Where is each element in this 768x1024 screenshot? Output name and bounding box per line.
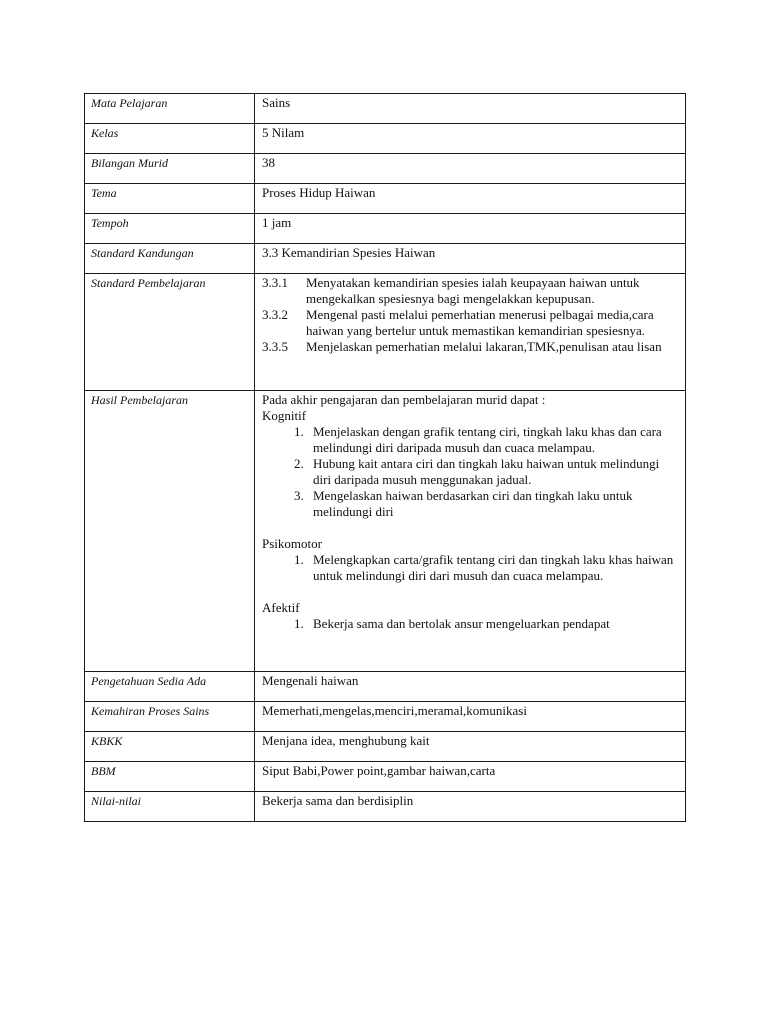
kognitif-list — [262, 424, 679, 520]
row-bilangan-murid — [85, 154, 686, 184]
label-standard-kandungan: Standard Kandungan — [85, 244, 255, 274]
row-tema — [85, 184, 686, 214]
standard-code: 3.3.5 — [262, 339, 288, 354]
value-standard-kandungan: 3.3 Kemandirian Spesies Haiwan — [255, 244, 686, 274]
spacer — [262, 584, 679, 600]
list-item: 1. Bekerja sama dan bertolak ansur mengeluarkan pendapat — [307, 616, 679, 632]
list-item: 1. Menjelaskan dengan grafik tentang ciri, tingkah laku khas dan cara melindungi diri daripada musuh dan cuaca melampau. — [307, 424, 679, 456]
value-tempoh: 1 jam — [255, 214, 686, 244]
value-hasil-pembelajaran — [255, 391, 686, 672]
label-kemahiran-proses-sains: Kemahiran Proses Sains — [85, 702, 255, 732]
kognitif-title: Kognitif — [262, 408, 307, 423]
row-kbkk — [85, 732, 686, 762]
label-kelas: Kelas — [85, 124, 255, 154]
row-nilai-nilai — [85, 792, 686, 822]
standard-code: 3.3.1 — [262, 275, 288, 290]
standard-item — [262, 307, 679, 339]
value-nilai-nilai: Bekerja sama dan berdisiplin — [255, 792, 686, 822]
label-mata-pelajaran: Mata Pelajaran — [85, 94, 255, 124]
list-item: 3. Mengelaskan haiwan berdasarkan ciri dan tingkah laku untuk melindungi diri — [307, 488, 679, 520]
label-hasil-pembelajaran: Hasil Pembelajaran — [85, 391, 255, 672]
value-standard-pembelajaran — [255, 274, 686, 391]
label-tempoh: Tempoh — [85, 214, 255, 244]
row-kemahiran-proses-sains — [85, 702, 686, 732]
row-mata-pelajaran — [85, 94, 686, 124]
row-pengetahuan-sedia-ada — [85, 672, 686, 702]
label-kbkk: KBKK — [85, 732, 255, 762]
list-item: 1. Melengkapkan carta/grafik tentang ciri dan tingkah laku khas haiwan untuk melindungi diri dari musuh dan cuaca melampau. — [307, 552, 679, 584]
row-kelas — [85, 124, 686, 154]
list-item: 2. Hubung kait antara ciri dan tingkah laku haiwan untuk melindungi diri daripada musuh menggunakan jadual. — [307, 456, 679, 488]
value-tema: Proses Hidup Haiwan — [255, 184, 686, 214]
label-standard-pembelajaran: Standard Pembelajaran — [85, 274, 255, 391]
psikomotor-title: Psikomotor — [262, 536, 322, 551]
label-nilai-nilai: Nilai-nilai — [85, 792, 255, 822]
lesson-plan-table — [84, 93, 686, 822]
afektif-list — [262, 616, 679, 632]
row-standard-kandungan — [85, 244, 686, 274]
standard-item — [262, 275, 679, 307]
row-bbm — [85, 762, 686, 792]
spacer — [262, 520, 679, 536]
label-bilangan-murid: Bilangan Murid — [85, 154, 255, 184]
label-pengetahuan-sedia-ada: Pengetahuan Sedia Ada — [85, 672, 255, 702]
row-standard-pembelajaran — [85, 274, 686, 391]
psikomotor-list — [262, 552, 679, 584]
value-pengetahuan-sedia-ada: Mengenali haiwan — [255, 672, 686, 702]
standard-text: Menyatakan kemandirian spesies ialah keupayaan haiwan untuk mengekalkan spesiesnya bagi mengelakkan kepupusan. — [306, 275, 640, 306]
standard-item — [262, 339, 679, 355]
value-mata-pelajaran: Sains — [255, 94, 686, 124]
row-hasil-pembelajaran — [85, 391, 686, 672]
label-tema: Tema — [85, 184, 255, 214]
value-kemahiran-proses-sains: Memerhati,mengelas,menciri,meramal,komunikasi — [255, 702, 686, 732]
label-bbm: BBM — [85, 762, 255, 792]
hasil-intro: Pada akhir pengajaran dan pembelajaran murid dapat : — [262, 392, 546, 407]
value-bilangan-murid: 38 — [255, 154, 686, 184]
value-kbkk: Menjana idea, menghubung kait — [255, 732, 686, 762]
afektif-title: Afektif — [262, 600, 300, 615]
standard-text: Menjelaskan pemerhatian melalui lakaran,TMK,penulisan atau lisan — [306, 339, 662, 354]
row-tempoh — [85, 214, 686, 244]
value-kelas: 5 Nilam — [255, 124, 686, 154]
standard-text: Mengenal pasti melalui pemerhatian menerusi pelbagai media,cara haiwan yang bertelur untuk memastikan kemandirian spesiesnya. — [306, 307, 654, 338]
standard-code: 3.3.2 — [262, 307, 288, 322]
value-bbm: Siput Babi,Power point,gambar haiwan,carta — [255, 762, 686, 792]
